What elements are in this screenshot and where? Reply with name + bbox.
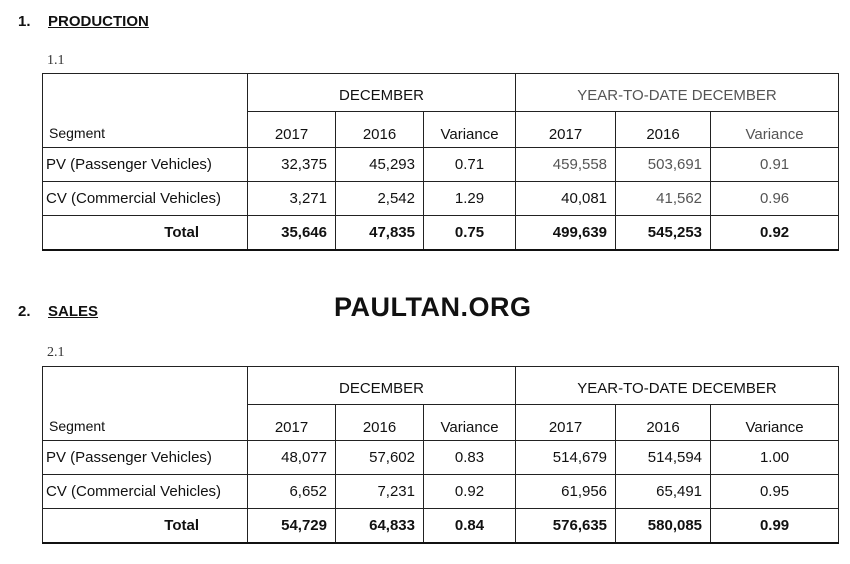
total-variance: 0.99 xyxy=(711,509,839,543)
sales-table xyxy=(42,366,839,544)
cell-value: 514,679 xyxy=(516,441,616,475)
total-row xyxy=(43,509,839,543)
total-variance: 0.75 xyxy=(424,216,516,250)
cell-value: 61,956 xyxy=(516,475,616,509)
total-value: 545,253 xyxy=(616,216,711,250)
year-header: 2017 xyxy=(516,405,616,441)
cell-variance: 1.00 xyxy=(711,441,839,475)
cell-variance: 0.96 xyxy=(711,182,839,216)
total-row xyxy=(43,216,839,250)
cell-value: 40,081 xyxy=(516,182,616,216)
cell-value: 32,375 xyxy=(248,148,336,182)
total-value: 35,646 xyxy=(248,216,336,250)
segment-header: Segment xyxy=(43,74,248,148)
cell-variance: 0.91 xyxy=(711,148,839,182)
total-variance: 0.92 xyxy=(711,216,839,250)
row-label: CV (Commercial Vehicles) xyxy=(43,475,248,509)
year-header: 2017 xyxy=(516,112,616,148)
section-heading-production xyxy=(18,13,149,30)
row-label: PV (Passenger Vehicles) xyxy=(43,148,248,182)
year-header: 2016 xyxy=(336,112,424,148)
total-label: Total xyxy=(43,509,248,543)
group-header-december: DECEMBER xyxy=(248,74,516,112)
cell-value: 514,594 xyxy=(616,441,711,475)
variance-header: Variance xyxy=(711,405,839,441)
total-variance: 0.84 xyxy=(424,509,516,543)
section-title: PRODUCTION xyxy=(48,13,149,30)
group-header-ytd: YEAR-TO-DATE DECEMBER xyxy=(516,74,839,112)
cell-value: 65,491 xyxy=(616,475,711,509)
variance-header: Variance xyxy=(424,405,516,441)
cell-value: 57,602 xyxy=(336,441,424,475)
row-label: CV (Commercial Vehicles) xyxy=(43,182,248,216)
total-value: 580,085 xyxy=(616,509,711,543)
sub-section-label: 1.1 xyxy=(47,53,65,68)
section-title: SALES xyxy=(48,303,99,320)
total-label: Total xyxy=(43,216,248,250)
variance-header: Variance xyxy=(711,112,839,148)
cell-variance: 0.83 xyxy=(424,441,516,475)
cell-variance: 0.95 xyxy=(711,475,839,509)
watermark-text: PAULTAN.ORG xyxy=(334,292,532,322)
table-row xyxy=(43,148,839,182)
sub-section-label: 2.1 xyxy=(47,345,65,360)
year-header: 2016 xyxy=(616,405,711,441)
total-value: 576,635 xyxy=(516,509,616,543)
year-header: 2016 xyxy=(616,112,711,148)
segment-header: Segment xyxy=(43,367,248,441)
total-value: 54,729 xyxy=(248,509,336,543)
group-header-ytd: YEAR-TO-DATE DECEMBER xyxy=(516,367,839,405)
variance-header: Variance xyxy=(424,112,516,148)
cell-value: 45,293 xyxy=(336,148,424,182)
cell-value: 7,231 xyxy=(336,475,424,509)
cell-value: 459,558 xyxy=(516,148,616,182)
cell-variance: 0.92 xyxy=(424,475,516,509)
year-header: 2017 xyxy=(248,112,336,148)
production-table xyxy=(42,73,839,251)
section-number: 2. xyxy=(18,303,31,320)
table-row xyxy=(43,475,839,509)
cell-variance: 1.29 xyxy=(424,182,516,216)
cell-value: 41,562 xyxy=(616,182,711,216)
total-value: 499,639 xyxy=(516,216,616,250)
table-row xyxy=(43,441,839,475)
section-heading-sales xyxy=(18,303,98,320)
cell-variance: 0.71 xyxy=(424,148,516,182)
section-number: 1. xyxy=(18,13,31,30)
table-row xyxy=(43,182,839,216)
row-label: PV (Passenger Vehicles) xyxy=(43,441,248,475)
year-header: 2017 xyxy=(248,405,336,441)
total-value: 64,833 xyxy=(336,509,424,543)
cell-value: 2,542 xyxy=(336,182,424,216)
group-header-december: DECEMBER xyxy=(248,367,516,405)
cell-value: 503,691 xyxy=(616,148,711,182)
cell-value: 3,271 xyxy=(248,182,336,216)
cell-value: 48,077 xyxy=(248,441,336,475)
cell-value: 6,652 xyxy=(248,475,336,509)
total-value: 47,835 xyxy=(336,216,424,250)
year-header: 2016 xyxy=(336,405,424,441)
